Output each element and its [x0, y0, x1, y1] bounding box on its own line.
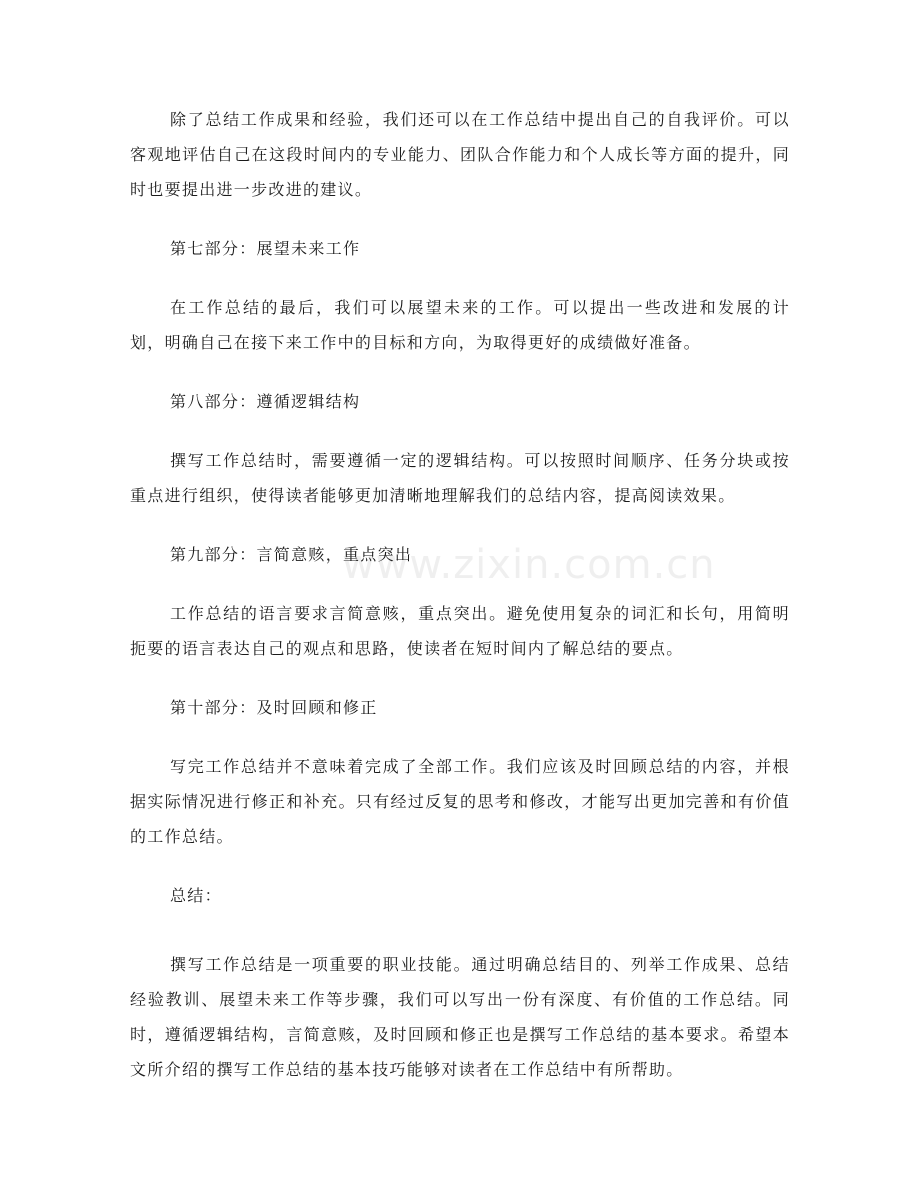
- section-heading-8: 第八部分：遵循逻辑结构: [170, 392, 361, 411]
- section-heading-10: 第十部分：及时回顾和修正: [170, 698, 378, 717]
- section-heading-7: 第七部分：展望未来工作: [170, 239, 361, 258]
- watermark: www.zixin.com.cn: [342, 542, 716, 588]
- summary-heading: 总结：: [170, 886, 222, 905]
- paragraph-review-revise: 写完工作总结并不意味着完成了全部工作。我们应该及时回顾总结的内容，并根据实际情况进行修正和补充。只有经过反复的思考和修改，才能写出更加完善和有价值的工作总结。: [130, 757, 790, 846]
- paragraph-future-work: 在工作总结的最后，我们可以展望未来的工作。可以提出一些改进和发展的计划，明确自己在接下来工作中的目标和方向，为取得更好的成绩做好准备。: [130, 298, 790, 352]
- paragraph-logic-structure: 撰写工作总结时，需要遵循一定的逻辑结构。可以按照时间顺序、任务分块或按重点进行组织，使得读者能够更加清晰地理解我们的总结内容，提高阅读效果。: [130, 451, 790, 505]
- paragraph-summary: 撰写工作总结是一项重要的职业技能。通过明确总结目的、列举工作成果、总结经验教训、展望未来工作等步骤，我们可以写出一份有深度、有价值的工作总结。同时，遵循逻辑结构，言简意赅，及时回顾和修正也是撰写工作总结的基本要求。希望本文所介绍的撰写工作总结的基本技巧能够对读者在工作总结中有所帮助。: [130, 955, 790, 1079]
- section-heading-9: 第九部分：言简意赅，重点突出: [170, 545, 413, 564]
- document-body: [130, 102, 790, 1111]
- paragraph-concise-language: 工作总结的语言要求言简意赅，重点突出。避免使用复杂的词汇和长句，用简明扼要的语言表达自己的观点和思路，使读者在短时间内了解总结的要点。: [130, 604, 790, 658]
- paragraph-self-evaluation: 除了总结工作成果和经验，我们还可以在工作总结中提出自己的自我评价。可以客观地评估自己在这段时间内的专业能力、团队合作能力和个人成长等方面的提升，同时也要提出进一步改进的建议。: [130, 110, 790, 199]
